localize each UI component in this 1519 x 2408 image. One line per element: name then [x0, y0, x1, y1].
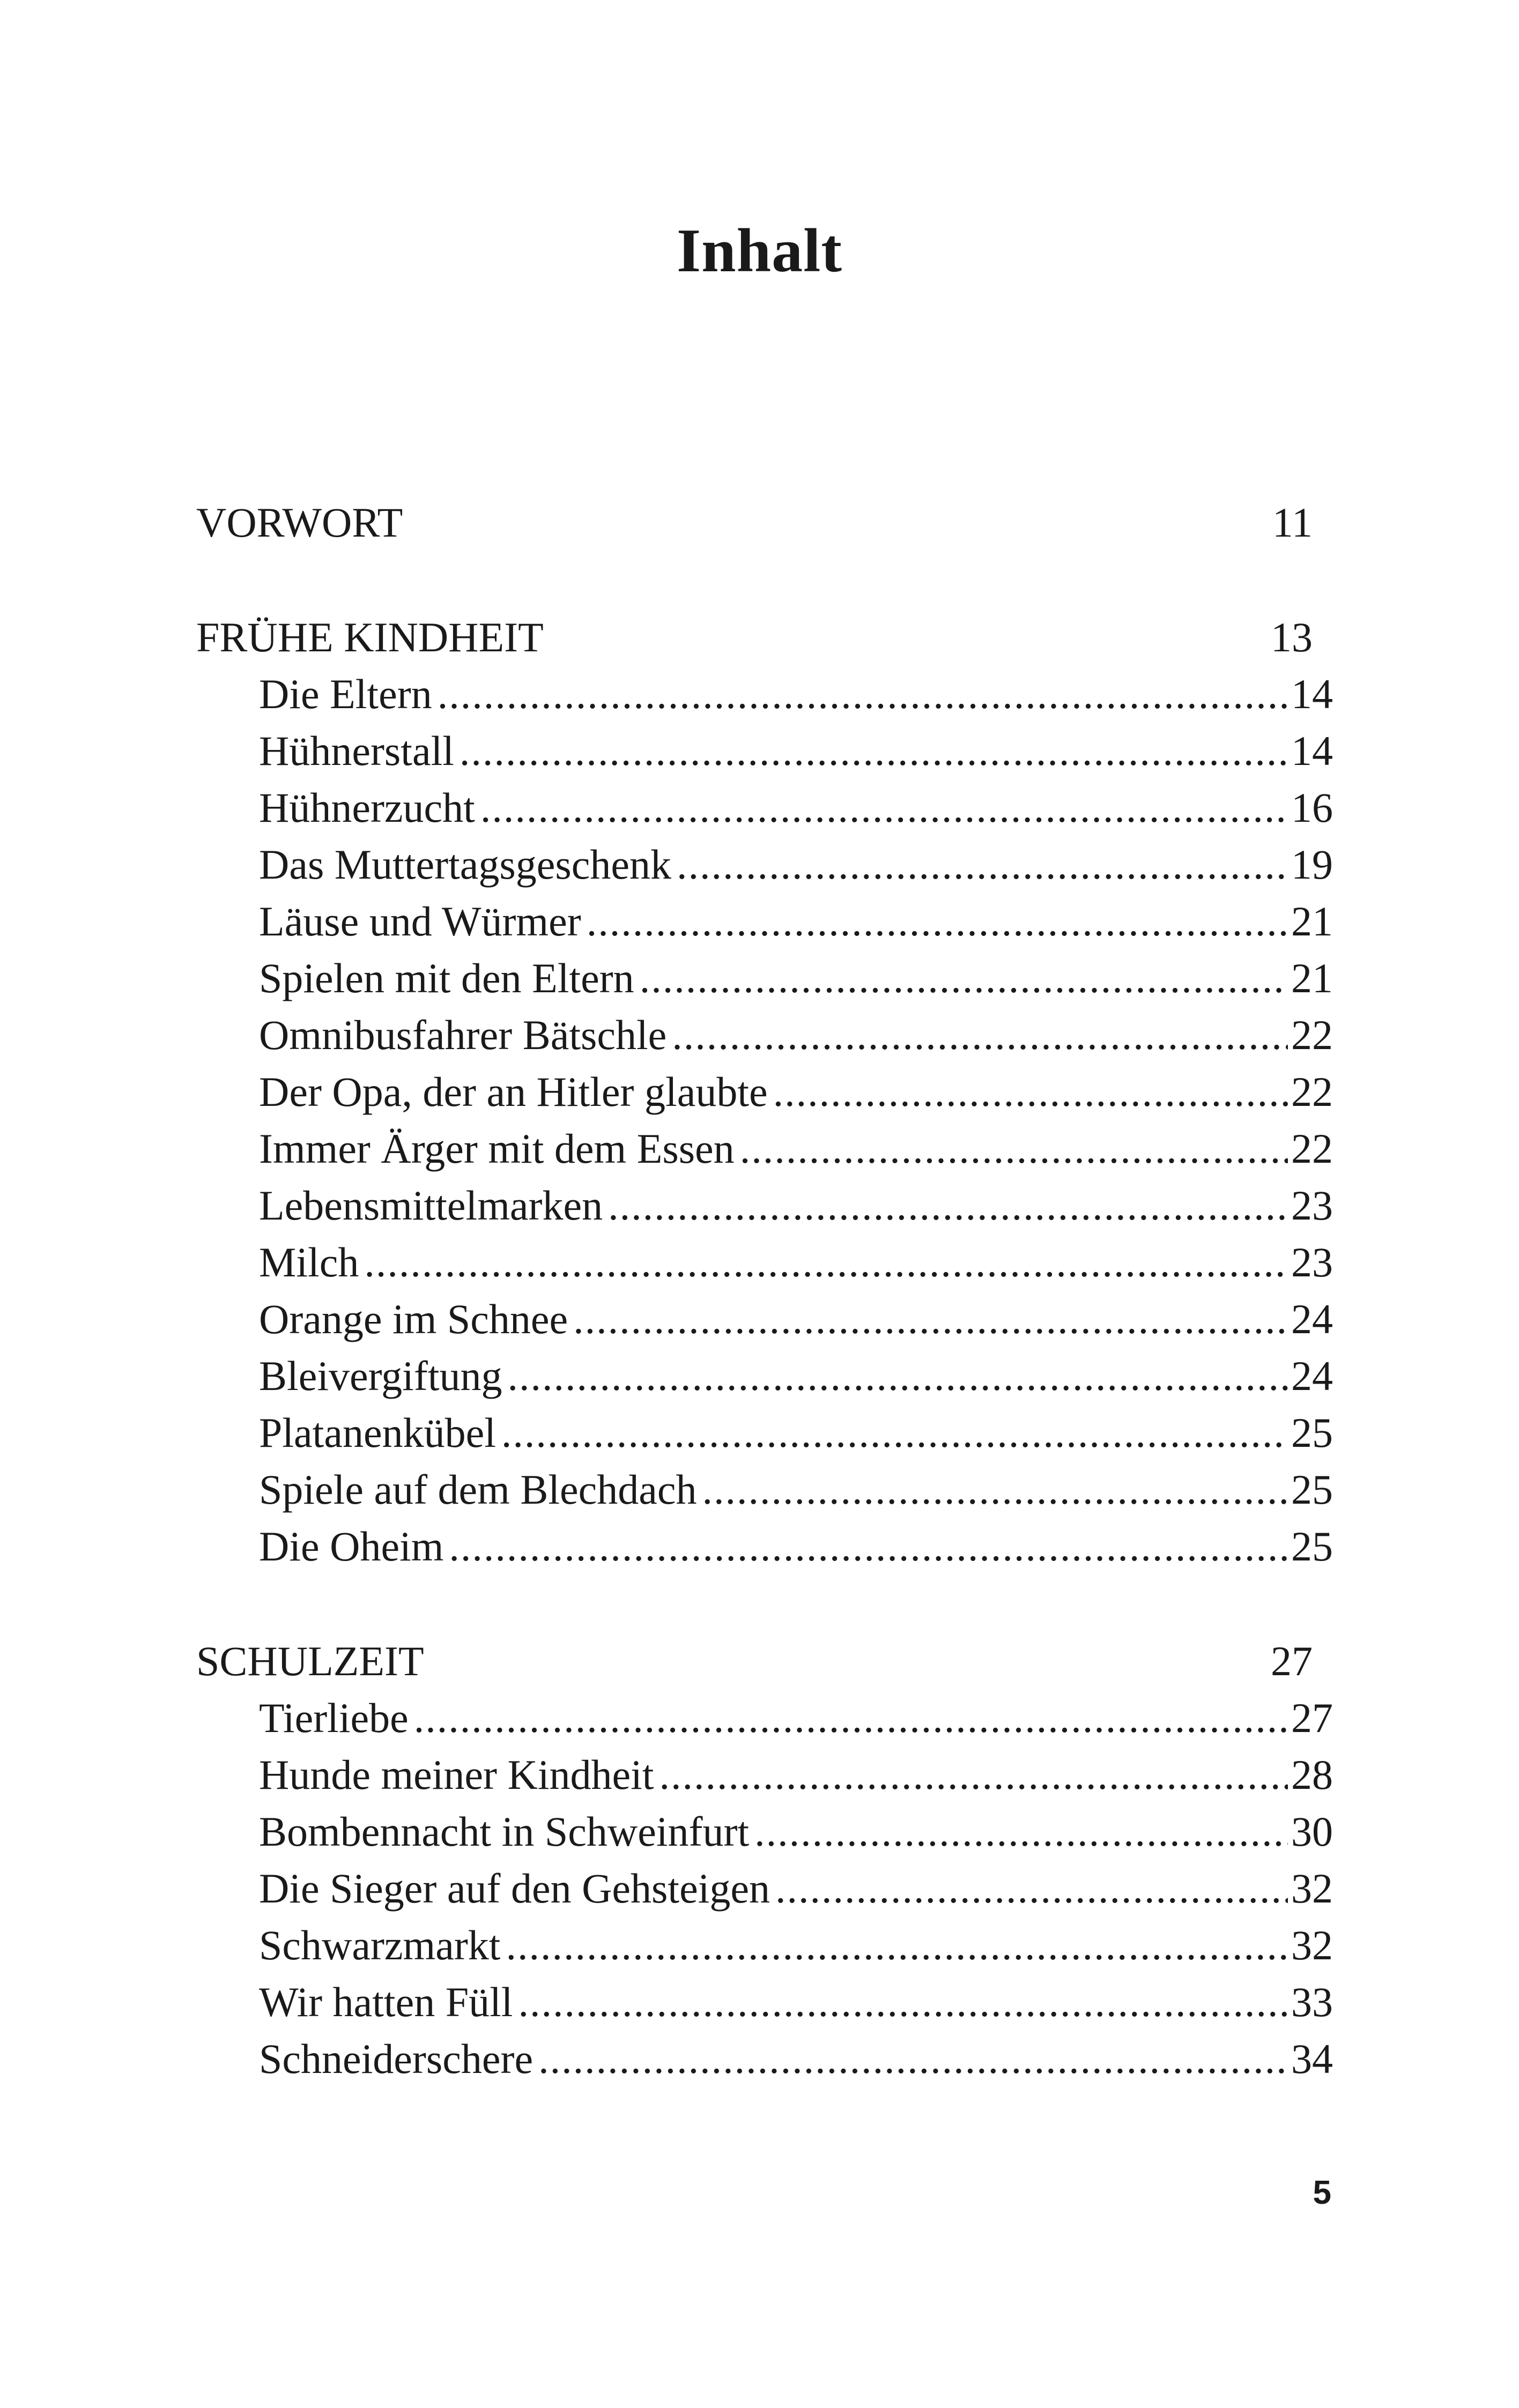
entry-page-number: 14: [1291, 671, 1333, 717]
entry-page-number: 23: [1291, 1239, 1333, 1285]
entry-page-number: 30: [1291, 1808, 1333, 1855]
toc-entry[interactable]: [259, 1404, 1333, 1461]
toc-entry[interactable]: [259, 1518, 1333, 1575]
entry-page-number: 19: [1291, 841, 1333, 888]
dot-leader: [460, 723, 1288, 779]
dot-leader: [608, 1177, 1288, 1234]
toc-entry[interactable]: [259, 1348, 1333, 1404]
toc-section-fruehe-kindheit[interactable]: [196, 609, 1333, 666]
entry-title: Hunde meiner Kindheit: [259, 1751, 654, 1798]
entry-title: Das Muttertagsgeschenk: [259, 841, 671, 888]
toc-entry[interactable]: [259, 1690, 1333, 1746]
entry-page-number: 25: [1291, 1523, 1333, 1570]
entry-page-number: 21: [1291, 898, 1333, 945]
toc-entry[interactable]: [259, 1917, 1333, 1974]
dot-leader: [506, 1917, 1288, 1974]
toc-entry[interactable]: [259, 666, 1333, 723]
entry-title: Platanenkübel: [259, 1409, 496, 1456]
entry-title: Schneiderschere: [259, 2035, 533, 2082]
entry-page-number: 22: [1291, 1125, 1333, 1172]
entry-page-number: 16: [1291, 784, 1333, 831]
entry-title: Schwarzmarkt: [259, 1922, 501, 1968]
entry-title: Der Opa, der an Hitler glaubte: [259, 1068, 768, 1115]
entry-title: Bombennacht in Schweinfurt: [259, 1808, 750, 1855]
toc-entry[interactable]: [259, 779, 1333, 836]
entry-page-number: 21: [1291, 955, 1333, 1001]
dot-leader: [480, 779, 1288, 836]
toc-section-vorwort[interactable]: [196, 494, 1333, 551]
entry-page-number: 24: [1291, 1296, 1333, 1342]
entry-title: Die Sieger auf den Gehsteigen: [259, 1865, 770, 1912]
entry-title: Lebensmittelmarken: [259, 1182, 603, 1229]
dot-leader: [518, 1974, 1288, 2031]
dot-leader: [573, 1291, 1288, 1348]
dot-leader: [640, 950, 1288, 1007]
entry-page-number: 32: [1291, 1922, 1333, 1968]
toc-entry[interactable]: [259, 1803, 1333, 1860]
dot-leader: [773, 1064, 1288, 1120]
dot-leader: [677, 836, 1288, 893]
section-title: SCHULZEIT: [196, 1638, 424, 1684]
toc-entry[interactable]: [259, 1974, 1333, 2031]
toc-section-schulzeit[interactable]: [196, 1633, 1333, 1690]
entry-title: Hühnerstall: [259, 727, 454, 774]
dot-leader: [501, 1404, 1288, 1461]
entry-title: Hühnerzucht: [259, 784, 475, 831]
entry-title: Immer Ärger mit dem Essen: [259, 1125, 735, 1172]
entry-title: Orange im Schnee: [259, 1296, 568, 1342]
page-title: Inhalt: [676, 217, 843, 285]
toc-entry[interactable]: [259, 1120, 1333, 1177]
section-title: FRÜHE KINDHEIT: [196, 614, 544, 660]
toc-entry[interactable]: [259, 1064, 1333, 1120]
entry-page-number: 34: [1291, 2035, 1333, 2082]
toc-entry[interactable]: [259, 1860, 1333, 1917]
dot-leader: [740, 1120, 1288, 1177]
dot-leader: [672, 1007, 1288, 1064]
entry-title: Omnibusfahrer Bätschle: [259, 1012, 667, 1058]
page-number: 5: [1313, 2174, 1331, 2211]
entry-title: Wir hatten Füll: [259, 1979, 513, 2025]
toc-entry[interactable]: [259, 2031, 1333, 2087]
entry-title: Die Oheim: [259, 1523, 444, 1570]
entry-title: Milch: [259, 1239, 359, 1285]
dot-leader: [508, 1348, 1288, 1404]
entry-title: Bleivergiftung: [259, 1352, 502, 1399]
entry-page-number: 32: [1291, 1865, 1333, 1912]
section-page-number: 13: [1271, 614, 1313, 660]
entry-page-number: 28: [1291, 1751, 1333, 1798]
dot-leader: [775, 1860, 1288, 1917]
dot-leader: [659, 1746, 1288, 1803]
toc-entry[interactable]: [259, 723, 1333, 779]
entry-title: Spiele auf dem Blechdach: [259, 1466, 697, 1513]
entry-title: Spielen mit den Eltern: [259, 955, 634, 1001]
toc-entry[interactable]: [259, 1177, 1333, 1234]
entry-page-number: 27: [1291, 1694, 1333, 1741]
section-title: VORWORT: [196, 499, 403, 546]
entry-page-number: 25: [1291, 1409, 1333, 1456]
entry-page-number: 22: [1291, 1068, 1333, 1115]
dot-leader: [587, 893, 1288, 950]
toc-entry[interactable]: [259, 1007, 1333, 1064]
dot-leader: [449, 1518, 1288, 1575]
toc-entry[interactable]: [259, 1461, 1333, 1518]
toc-entry[interactable]: [259, 1291, 1333, 1348]
toc-entry[interactable]: [259, 1746, 1333, 1803]
section-page-number: 11: [1272, 499, 1313, 546]
toc-entry[interactable]: [259, 1234, 1333, 1291]
toc-entry[interactable]: [259, 836, 1333, 893]
dot-leader: [538, 2031, 1288, 2087]
section-page-number: 27: [1271, 1638, 1313, 1684]
dot-leader: [364, 1234, 1288, 1291]
entry-page-number: 14: [1291, 727, 1333, 774]
dot-leader: [438, 666, 1288, 723]
toc-entry[interactable]: [259, 950, 1333, 1007]
entry-title: Die Eltern: [259, 671, 432, 717]
entry-page-number: 24: [1291, 1352, 1333, 1399]
entry-title: Läuse und Würmer: [259, 898, 581, 945]
dot-leader: [754, 1803, 1288, 1860]
entry-page-number: 33: [1291, 1979, 1333, 2025]
dot-leader: [702, 1461, 1288, 1518]
entry-page-number: 23: [1291, 1182, 1333, 1229]
toc-entry[interactable]: [259, 893, 1333, 950]
entry-title: Tierliebe: [259, 1694, 409, 1741]
entry-page-number: 25: [1291, 1466, 1333, 1513]
dot-leader: [414, 1690, 1288, 1746]
entry-page-number: 22: [1291, 1012, 1333, 1058]
